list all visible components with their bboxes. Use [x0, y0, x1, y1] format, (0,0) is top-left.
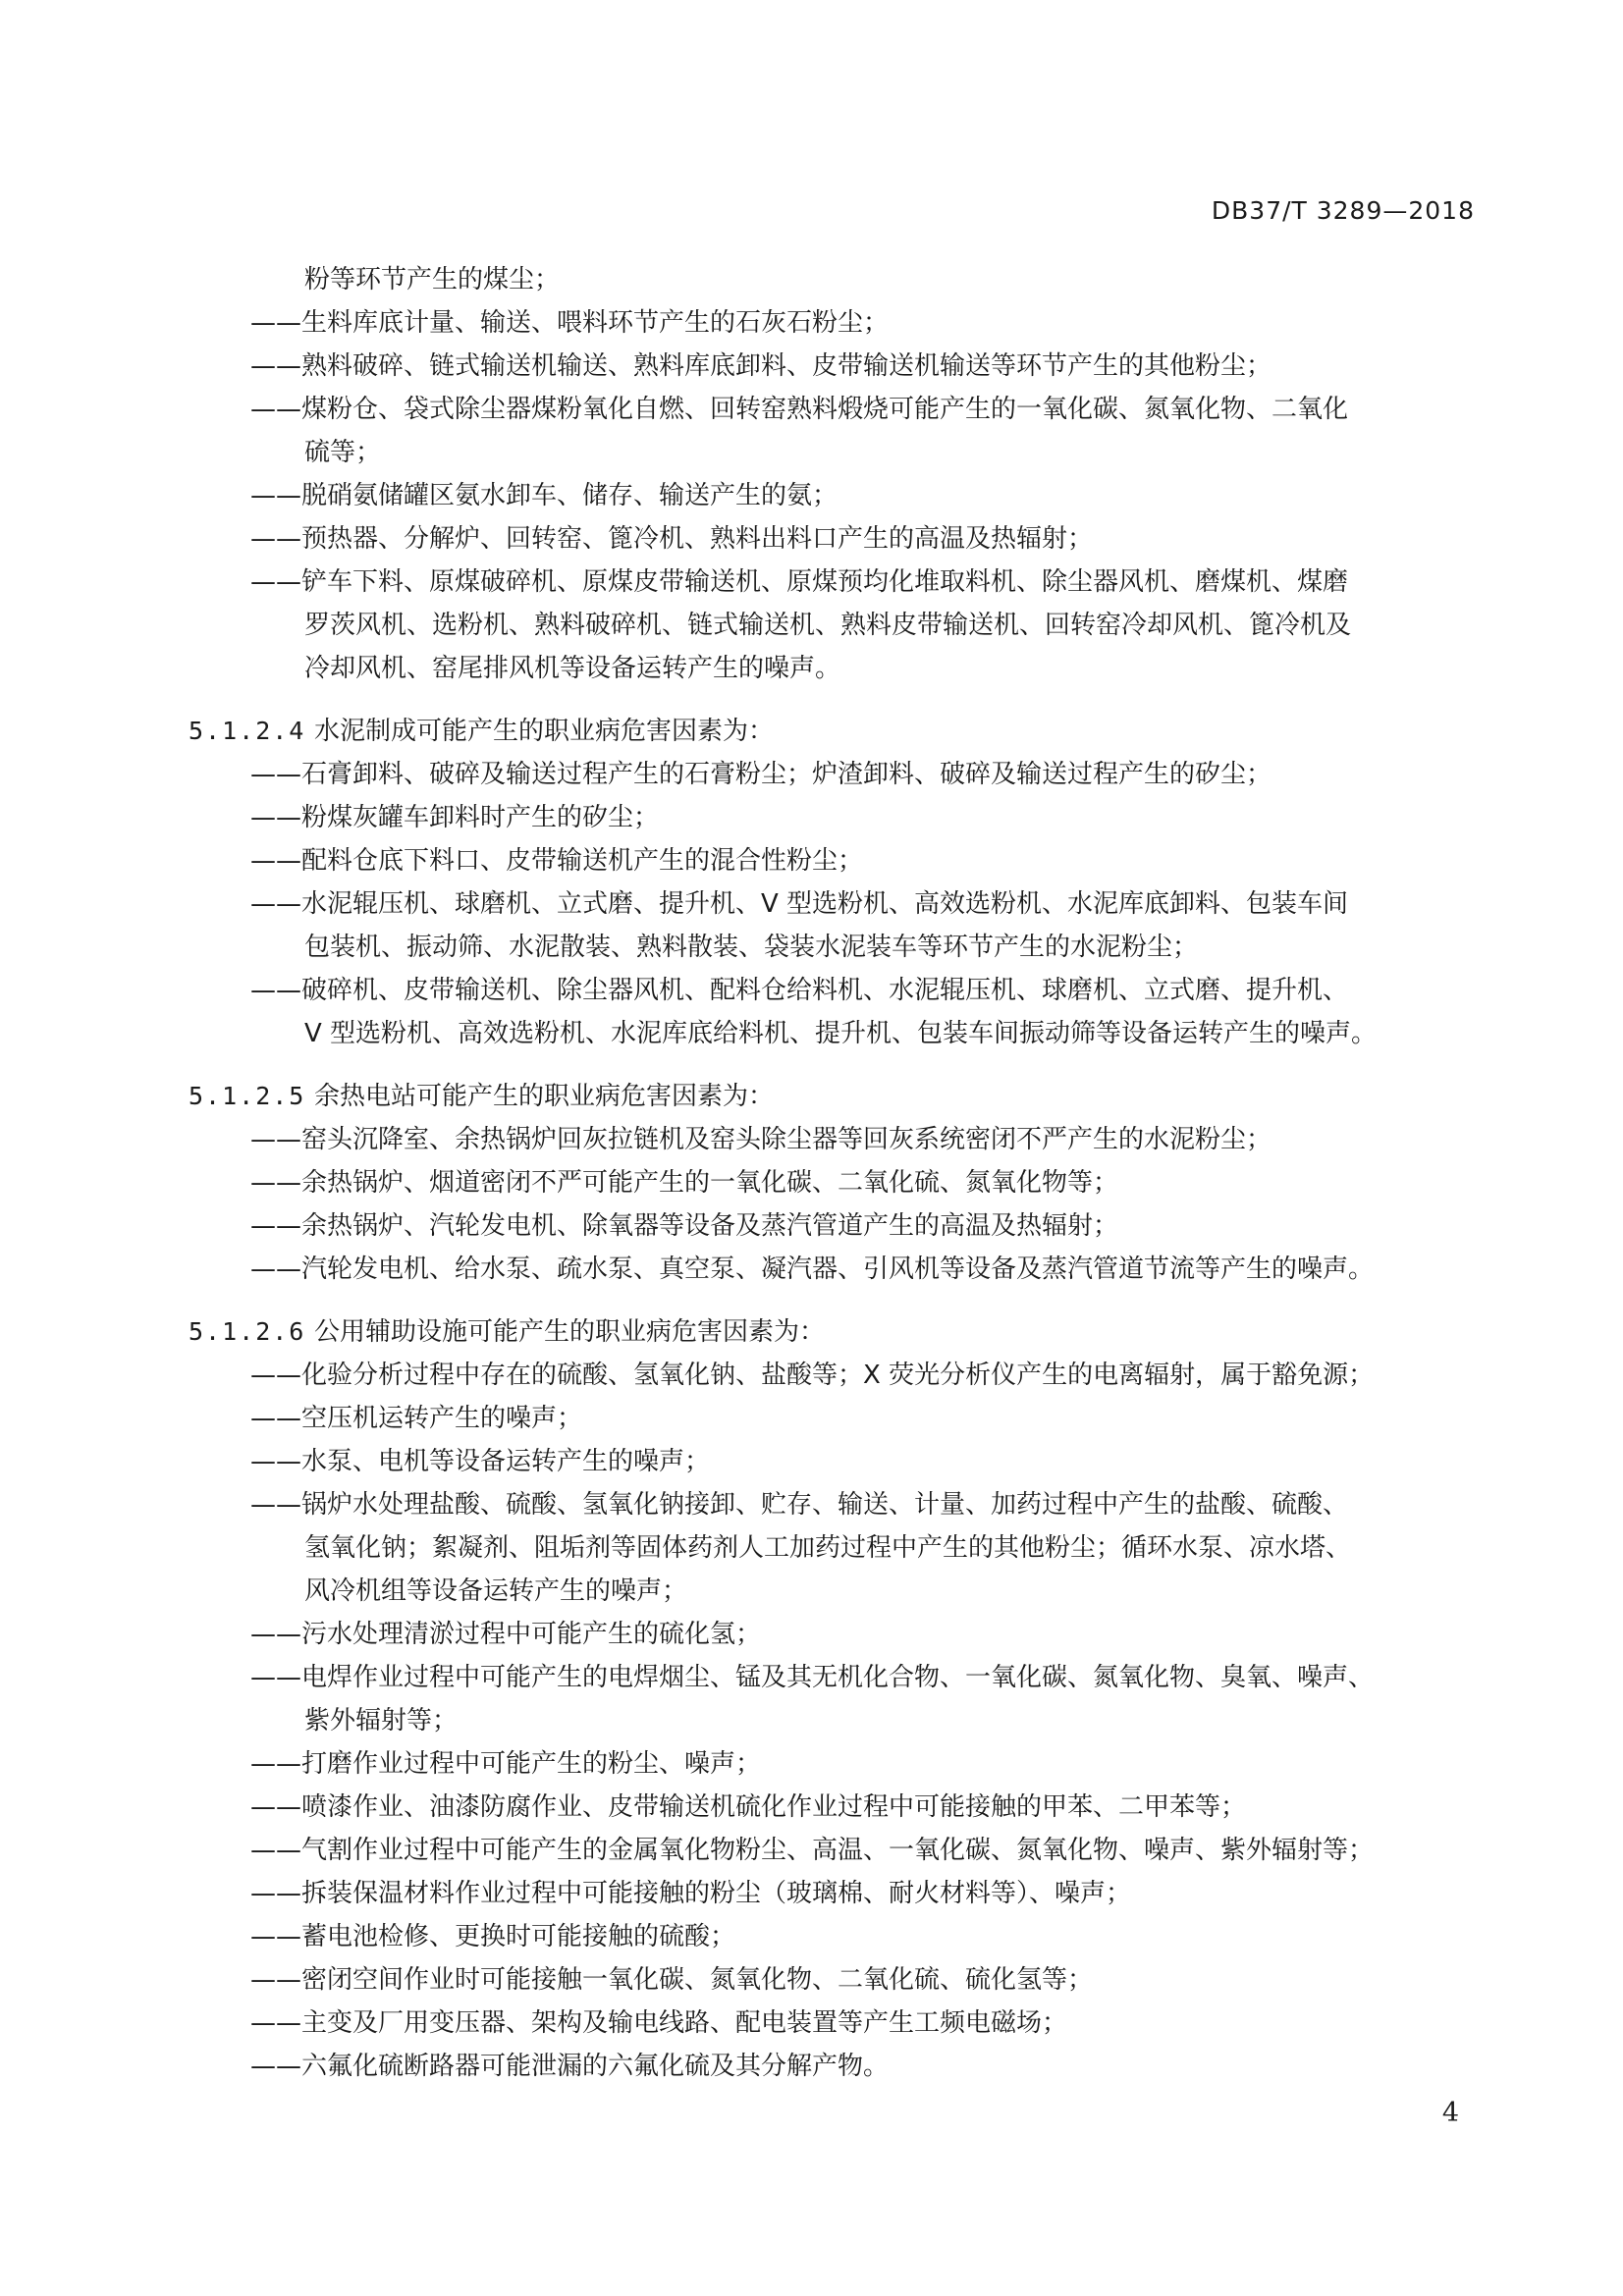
list-item: ——主变及厂用变压器、架构及输电线路、配电装置等产生工频电磁场；: [250, 2008, 1068, 2038]
section-number: 5.1.2.5: [189, 1082, 306, 1110]
document-body: [189, 258, 1494, 2088]
list-item: ——拆装保温材料作业过程中可能接触的粉尘（玻璃棉、耐火材料等）、噪声；: [250, 1879, 1132, 1908]
list-item: ——脱硝氨储罐区氨水卸车、储存、输送产生的氨；: [250, 481, 839, 510]
list-item: ——六氟化硫断路器可能泄漏的六氟化硫及其分解产物。: [250, 2052, 890, 2081]
list-item: ——预热器、分解炉、回转窑、篦冷机、熟料出料口产生的高温及热辐射；: [250, 524, 1094, 554]
list-item: ——石膏卸料、破碎及输送过程产生的石膏粉尘；炉渣卸料、破碎及输送过程产生的矽尘；: [250, 760, 1272, 789]
list-item: ——密闭空间作业时可能接触一氧化碳、氮氧化物、二氧化硫、硫化氢等；: [250, 1965, 1094, 1995]
list-item: ——锅炉水处理盐酸、硫酸、氢氧化钠接卸、贮存、输送、计量、加药过程中产生的盐酸、硫酸、: [250, 1490, 1349, 1520]
section-heading: [189, 1310, 1494, 1354]
list-item: ——窑头沉降室、余热锅炉回灰拉链机及窑头除尘器等回灰系统密闭不严产生的水泥粉尘；: [250, 1125, 1272, 1154]
list-item: ——熟料破碎、链式输送机输送、熟料库底卸料、皮带输送机输送等环节产生的其他粉尘；: [250, 351, 1272, 381]
list-item-continuation: 硫等；: [304, 438, 382, 467]
list-item: ——气割作业过程中可能产生的金属氧化物粉尘、高温、一氧化碳、氮氧化物、噪声、紫外辐射等；: [250, 1836, 1375, 1865]
section-title: 公用辅助设施可能产生的职业病危害因素为：: [314, 1317, 826, 1347]
list-item-continuation: 氢氧化钠；絮凝剂、阻垢剂等固体药剂人工加药过程中产生的其他粉尘；循环水泵、凉水塔、: [304, 1533, 1352, 1563]
section-number: 5.1.2.6: [189, 1317, 306, 1346]
page-number: 4: [1441, 2098, 1459, 2128]
section-number: 5.1.2.4: [189, 717, 306, 745]
list-item: ——污水处理清淤过程中可能产生的硫化氢；: [250, 1620, 762, 1649]
list-item: ——粉煤灰罐车卸料时产生的矽尘；: [250, 803, 660, 832]
list-item: ——空压机运转产生的噪声；: [250, 1404, 583, 1433]
section-heading: [189, 710, 1494, 753]
list-item: ——水泥辊压机、球磨机、立式磨、提升机、V 型选粉机、高效选粉机、水泥库底卸料、包装车间: [250, 889, 1349, 919]
list-item-continuation: V 型选粉机、高效选粉机、水泥库底给料机、提升机、包装车间振动筛等设备运转产生的噪声。: [304, 1019, 1378, 1048]
list-item: ——打磨作业过程中可能产生的粉尘、噪声；: [250, 1749, 762, 1779]
list-item-continuation: 风冷机组等设备运转产生的噪声；: [304, 1576, 688, 1606]
list-item: ——配料仓底下料口、皮带输送机产生的混合性粉尘；: [250, 846, 864, 876]
list-item: ——汽轮发电机、给水泵、疏水泵、真空泵、凝汽器、引风机等设备及蒸汽管道节流等产生的噪声。: [250, 1255, 1375, 1284]
list-item: ——喷漆作业、油漆防腐作业、皮带输送机硫化作业过程中可能接触的甲苯、二甲苯等；: [250, 1792, 1247, 1822]
list-item: ——余热锅炉、烟道密闭不严可能产生的一氧化碳、二氧化硫、氮氧化物等；: [250, 1168, 1119, 1198]
list-item-continuation: 罗茨风机、选粉机、熟料破碎机、链式输送机、熟料皮带输送机、回转窑冷却风机、篦冷机及: [304, 611, 1352, 640]
list-item-continuation: 包装机、振动筛、水泥散装、熟料散装、袋装水泥装车等环节产生的水泥粉尘；: [304, 933, 1199, 962]
list-item: ——生料库底计量、输送、喂料环节产生的石灰石粉尘；: [250, 308, 890, 338]
section-title: 水泥制成可能产生的职业病危害因素为：: [314, 717, 775, 746]
list-item: ——化验分析过程中存在的硫酸、氢氧化钠、盐酸等；X 荧光分析仪产生的电离辐射，属于豁免源；: [250, 1361, 1375, 1390]
list-item: ——煤粉仓、袋式除尘器煤粉氧化自燃、回转窑熟料煅烧可能产生的一氧化碳、氮氧化物、二氧化: [250, 395, 1349, 424]
list-item: ——破碎机、皮带输送机、除尘器风机、配料仓给料机、水泥辊压机、球磨机、立式磨、提升机、: [250, 976, 1349, 1005]
document-code: DB37/T 3289—2018: [1211, 196, 1475, 225]
list-item-continuation: 紫外辐射等；: [304, 1706, 459, 1735]
section-title: 余热电站可能产生的职业病危害因素为：: [314, 1082, 775, 1111]
list-item: ——蓄电池检修、更换时可能接触的硫酸；: [250, 1922, 736, 1951]
list-item: ——余热锅炉、汽轮发电机、除氧器等设备及蒸汽管道产生的高温及热辐射；: [250, 1211, 1119, 1241]
list-item: ——水泵、电机等设备运转产生的噪声；: [250, 1447, 711, 1476]
list-item-continuation: 冷却风机、窑尾排风机等设备运转产生的噪声。: [304, 654, 841, 683]
list-item-continuation: 粉等环节产生的煤尘；: [304, 265, 561, 294]
list-item: ——铲车下料、原煤破碎机、原煤皮带输送机、原煤预均化堆取料机、除尘器风机、磨煤机、煤磨: [250, 567, 1349, 597]
section-heading: [189, 1075, 1494, 1118]
list-item: ——电焊作业过程中可能产生的电焊烟尘、锰及其无机化合物、一氧化碳、氮氧化物、臭氧、噪声、: [250, 1663, 1375, 1692]
